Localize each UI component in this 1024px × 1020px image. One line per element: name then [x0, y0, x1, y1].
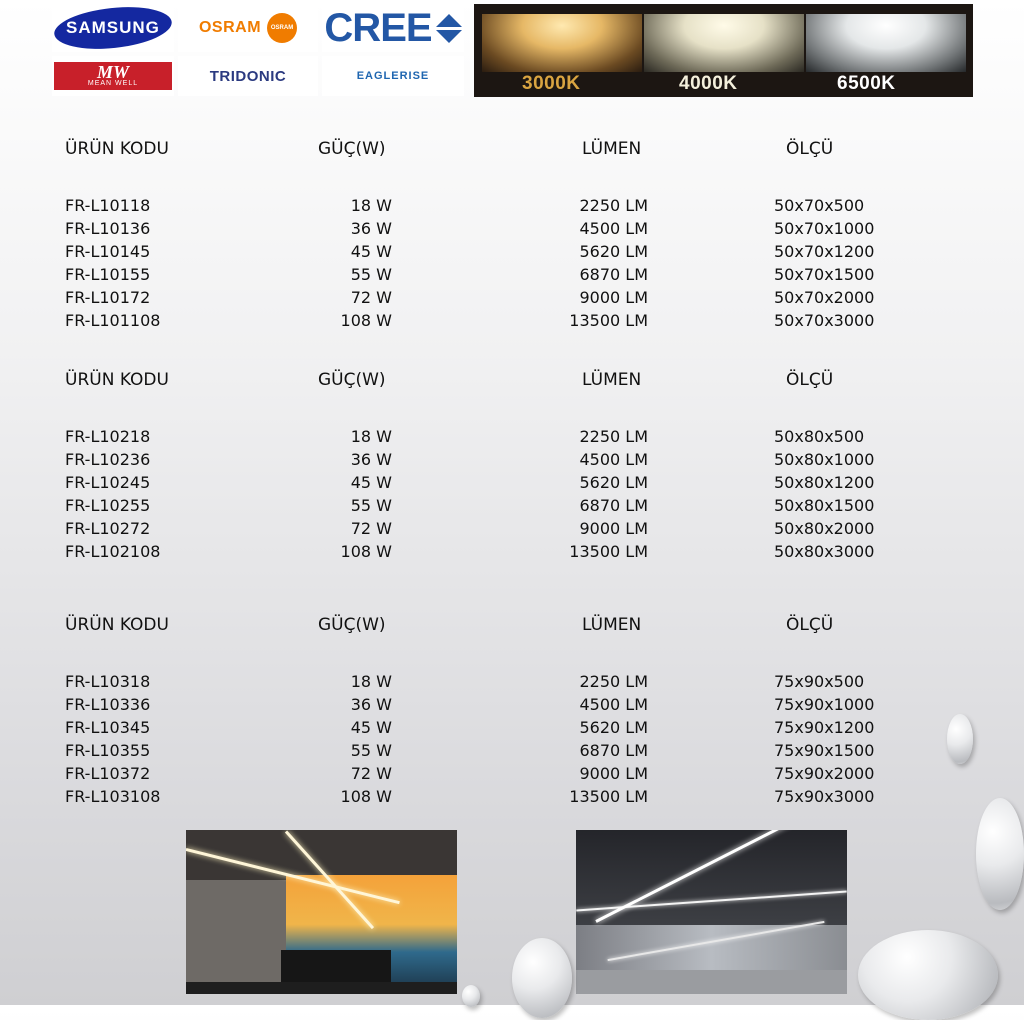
- cell-size: 50x70x1000: [774, 219, 875, 238]
- cell-power: 108 W: [340, 542, 392, 561]
- water-drop-decoration: [858, 930, 998, 1020]
- water-drop-decoration: [512, 938, 572, 1018]
- cell-size: 50x80x1200: [774, 473, 875, 492]
- header-power: GÜÇ(W): [318, 370, 386, 390]
- cell-lumen: 9000 LM: [579, 764, 648, 783]
- cell-code: FR-L10255: [65, 496, 151, 515]
- table-row: [0, 518, 1024, 540]
- header-power: GÜÇ(W): [318, 139, 386, 159]
- water-drop-decoration: [976, 798, 1024, 910]
- cell-code: FR-L10318: [65, 672, 151, 691]
- table-row: [0, 671, 1024, 693]
- cree-logo: [322, 4, 464, 52]
- cell-power: 45 W: [350, 242, 392, 261]
- cell-size: 50x70x3000: [774, 311, 875, 330]
- cell-code: FR-L10272: [65, 519, 151, 538]
- table-row: [0, 786, 1024, 808]
- cell-size: 75x90x1000: [774, 695, 875, 714]
- table-header-row: [0, 369, 1024, 391]
- header-size: ÖLÇÜ: [786, 370, 834, 390]
- cell-code: FR-L102108: [65, 542, 161, 561]
- osram-logo: [178, 4, 318, 52]
- cell-code: FR-L10355: [65, 741, 151, 760]
- cell-power: 55 W: [350, 496, 392, 515]
- header-code: ÜRÜN KODU: [65, 139, 169, 159]
- cell-lumen: 13500 LM: [569, 787, 648, 806]
- cell-code: FR-L10236: [65, 450, 151, 469]
- cell-code: FR-L10218: [65, 427, 151, 446]
- cell-size: 50x80x3000: [774, 542, 875, 561]
- cell-power: 108 W: [340, 311, 392, 330]
- cell-size: 50x70x1200: [774, 242, 875, 261]
- color-temp-6500k: 6500K: [837, 73, 896, 94]
- cell-lumen: 2250 LM: [579, 672, 648, 691]
- cell-code: FR-L101108: [65, 311, 161, 330]
- table-row: [0, 472, 1024, 494]
- tridonic-logo-text: TRIDONIC: [209, 67, 287, 85]
- office-installation-photo-1: [186, 830, 457, 994]
- osram-bulb-icon: OSRAM: [267, 13, 297, 43]
- cell-lumen: 6870 LM: [579, 265, 648, 284]
- table-row: [0, 694, 1024, 716]
- cell-code: FR-L10345: [65, 718, 151, 737]
- header-power: GÜÇ(W): [318, 615, 386, 635]
- table-row: [0, 264, 1024, 286]
- cool-light-panel: [806, 14, 966, 72]
- cree-logo-text: CREE: [324, 5, 432, 50]
- cell-lumen: 9000 LM: [579, 519, 648, 538]
- cell-lumen: 2250 LM: [579, 196, 648, 215]
- cree-arrows-icon: [436, 14, 462, 43]
- cell-power: 18 W: [350, 427, 392, 446]
- header-lumen: LÜMEN: [582, 615, 642, 635]
- cell-lumen: 13500 LM: [569, 542, 648, 561]
- cell-power: 72 W: [350, 764, 392, 783]
- cell-lumen: 6870 LM: [579, 496, 648, 515]
- table-row: [0, 287, 1024, 309]
- tridonic-logo: [178, 56, 318, 96]
- color-temp-4000k: 4000K: [679, 73, 738, 94]
- cell-size: 50x70x1500: [774, 265, 875, 284]
- table-row: [0, 449, 1024, 471]
- header-size: ÖLÇÜ: [786, 615, 834, 635]
- meanwell-logo: [52, 56, 174, 96]
- cell-power: 45 W: [350, 718, 392, 737]
- cell-size: 50x70x500: [774, 196, 865, 215]
- table-row: [0, 310, 1024, 332]
- color-temperature-banner: [474, 4, 973, 97]
- cell-power: 36 W: [350, 695, 392, 714]
- cell-power: 36 W: [350, 450, 392, 469]
- cell-power: 36 W: [350, 219, 392, 238]
- table-header-row: [0, 614, 1024, 636]
- color-temp-3000k: 3000K: [522, 73, 581, 94]
- header-lumen: LÜMEN: [582, 370, 642, 390]
- table-row: [0, 495, 1024, 517]
- cell-size: 50x80x1500: [774, 496, 875, 515]
- cell-power: 45 W: [350, 473, 392, 492]
- table-row: [0, 195, 1024, 217]
- samsung-logo-text: SAMSUNG: [66, 18, 160, 37]
- cell-code: FR-L10372: [65, 764, 151, 783]
- table-row: [0, 426, 1024, 448]
- table-row: [0, 541, 1024, 563]
- cell-lumen: 5620 LM: [579, 242, 648, 261]
- osram-logo-text: OSRAM: [198, 19, 262, 36]
- warm-light-panel: [482, 14, 642, 72]
- samsung-logo: [52, 4, 174, 52]
- water-drop-decoration: [947, 714, 973, 764]
- header-code: ÜRÜN KODU: [65, 370, 169, 390]
- cell-size: 75x90x500: [774, 672, 865, 691]
- cell-code: FR-L10118: [65, 196, 151, 215]
- cell-lumen: 6870 LM: [579, 741, 648, 760]
- cell-lumen: 4500 LM: [579, 695, 648, 714]
- cell-size: 50x80x2000: [774, 519, 875, 538]
- cell-lumen: 2250 LM: [579, 427, 648, 446]
- water-drop-decoration: [462, 985, 480, 1007]
- eaglerise-logo: [322, 56, 464, 96]
- cell-size: 50x80x1000: [774, 450, 875, 469]
- eaglerise-logo-text: EAGLERISE: [356, 70, 430, 82]
- table-row: [0, 763, 1024, 785]
- cell-power: 18 W: [350, 672, 392, 691]
- meanwell-mark: MW: [96, 62, 129, 82]
- header-size: ÖLÇÜ: [786, 139, 834, 159]
- table-row: [0, 717, 1024, 739]
- cell-code: FR-L103108: [65, 787, 161, 806]
- neutral-light-panel: [644, 14, 804, 72]
- table-row: [0, 740, 1024, 762]
- cell-power: 108 W: [340, 787, 392, 806]
- cell-power: 72 W: [350, 288, 392, 307]
- cell-size: 75x90x3000: [774, 787, 875, 806]
- cell-power: 18 W: [350, 196, 392, 215]
- office-installation-photo-2: [576, 830, 847, 994]
- cell-power: 55 W: [350, 265, 392, 284]
- table-row: [0, 241, 1024, 263]
- cell-size: 75x90x2000: [774, 764, 875, 783]
- cell-lumen: 4500 LM: [579, 219, 648, 238]
- cell-lumen: 4500 LM: [579, 450, 648, 469]
- cell-code: FR-L10136: [65, 219, 151, 238]
- cell-code: FR-L10145: [65, 242, 151, 261]
- cell-code: FR-L10172: [65, 288, 151, 307]
- cell-code: FR-L10155: [65, 265, 151, 284]
- cell-lumen: 13500 LM: [569, 311, 648, 330]
- table-header-row: [0, 138, 1024, 160]
- cell-code: FR-L10336: [65, 695, 151, 714]
- header-code: ÜRÜN KODU: [65, 615, 169, 635]
- cell-size: 75x90x1200: [774, 718, 875, 737]
- table-row: [0, 218, 1024, 240]
- cell-size: 75x90x1500: [774, 741, 875, 760]
- cell-lumen: 5620 LM: [579, 473, 648, 492]
- cell-lumen: 9000 LM: [579, 288, 648, 307]
- cell-code: FR-L10245: [65, 473, 151, 492]
- cell-power: 55 W: [350, 741, 392, 760]
- cell-size: 50x70x2000: [774, 288, 875, 307]
- cell-power: 72 W: [350, 519, 392, 538]
- meanwell-text: MEAN WELL: [87, 80, 139, 87]
- cell-lumen: 5620 LM: [579, 718, 648, 737]
- header-lumen: LÜMEN: [582, 139, 642, 159]
- cell-size: 50x80x500: [774, 427, 865, 446]
